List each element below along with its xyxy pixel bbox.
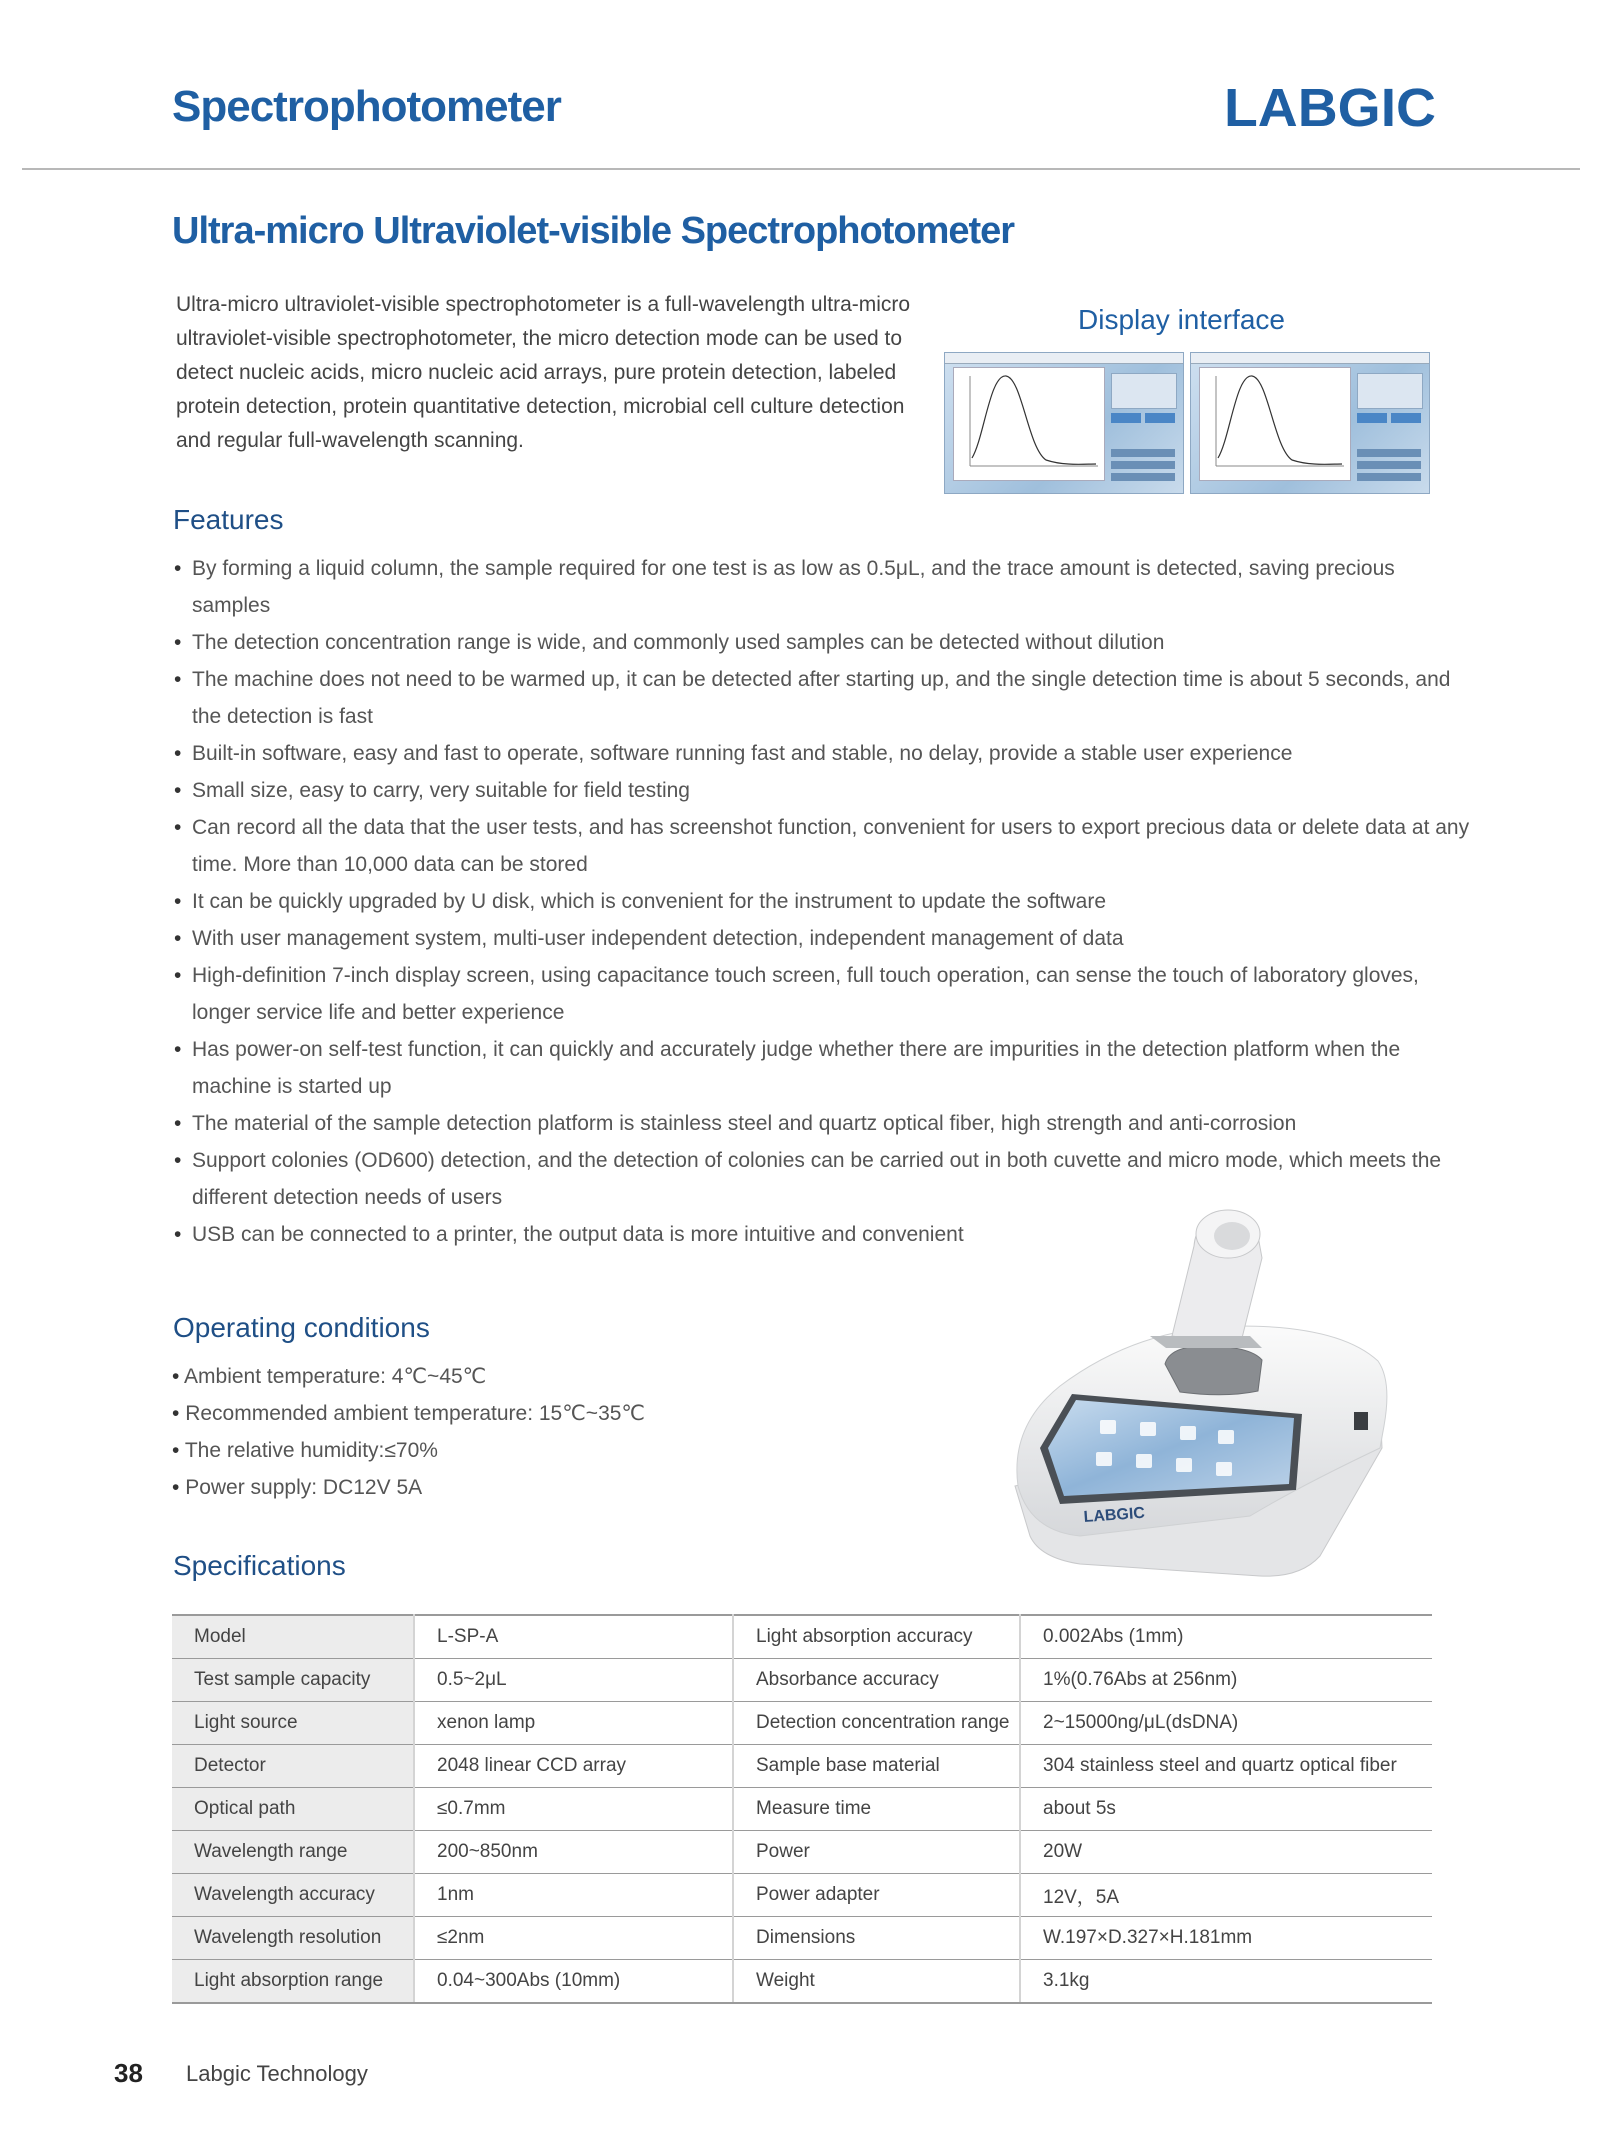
spec-label: Light absorption accuracy — [733, 1615, 1020, 1659]
feature-item: • USB can be connected to a printer, the output data is more intuitive and convenient — [172, 1216, 1472, 1253]
spec-label: Absorbance accuracy — [733, 1659, 1020, 1702]
feature-item: • High-definition 7-inch display screen, using capacitance touch screen, full touch operation, can sense the touch of laboratory gloves, longer service life and better experience — [172, 957, 1472, 1031]
spec-label: Measure time — [733, 1788, 1020, 1831]
specifications-heading: Specifications — [173, 1550, 346, 1581]
spec-label: Light absorption range — [172, 1960, 414, 2004]
feature-item: • Support colonies (OD600) detection, and the detection of colonies can be carried out in both cuvette and micro mode, which meets the different detection needs of users — [172, 1142, 1472, 1216]
spec-value: 2048 linear CCD array — [414, 1745, 733, 1788]
features-heading: Features — [173, 504, 284, 535]
table-row — [172, 1745, 1432, 1788]
condition-item: • The relative humidity:≤70% — [172, 1432, 645, 1469]
svg-text:LABGIC: LABGIC — [1083, 1504, 1146, 1526]
feature-item: • It can be quickly upgraded by U disk, which is convenient for the instrument to update the software — [172, 883, 1472, 920]
spec-value: 0.002Abs (1mm) — [1020, 1615, 1432, 1659]
condition-item: • Ambient temperature: 4℃~45℃ — [172, 1358, 645, 1395]
feature-item: • Can record all the data that the user tests, and has screenshot function, convenient for users to export precious data or delete data at any time. More than 10,000 data can be stored — [172, 809, 1472, 883]
spec-value: ≤0.7mm — [414, 1788, 733, 1831]
feature-item: • Small size, easy to carry, very suitable for field testing — [172, 772, 1472, 809]
spec-value: xenon lamp — [414, 1702, 733, 1745]
display-screenshot-2 — [1190, 352, 1430, 494]
table-row — [172, 1874, 1432, 1917]
spec-label: Model — [172, 1615, 414, 1659]
spec-label: Optical path — [172, 1788, 414, 1831]
spec-value: about 5s — [1020, 1788, 1432, 1831]
footer-company-name: Labgic Technology — [186, 2061, 368, 2086]
feature-item: • By forming a liquid column, the sample required for one test is as low as 0.5μL, and the trace amount is detected, saving precious samples — [172, 550, 1472, 624]
spec-label: Power adapter — [733, 1874, 1020, 1917]
spec-value: 1nm — [414, 1874, 733, 1917]
feature-item: • The machine does not need to be warmed up, it can be detected after starting up, and the single detection time is about 5 seconds, and the detection is fast — [172, 661, 1472, 735]
spec-label: Test sample capacity — [172, 1659, 414, 1702]
product-title: Ultra-micro Ultraviolet-visible Spectrophotometer — [172, 210, 1015, 252]
spec-label: Wavelength range — [172, 1831, 414, 1874]
spec-label: Power — [733, 1831, 1020, 1874]
spec-value: 200~850nm — [414, 1831, 733, 1874]
spec-value: 3.1kg — [1020, 1960, 1432, 2004]
operating-conditions-list — [172, 1358, 645, 1506]
spec-value: ≤2nm — [414, 1917, 733, 1960]
specifications-table — [172, 1614, 1432, 2004]
spec-label: Weight — [733, 1960, 1020, 2004]
condition-item: • Recommended ambient temperature: 15℃~35℃ — [172, 1395, 645, 1432]
spec-label: Detection concentration range — [733, 1702, 1020, 1745]
condition-item: • Power supply: DC12V 5A — [172, 1469, 645, 1506]
spec-value: 2~15000ng/μL(dsDNA) — [1020, 1702, 1432, 1745]
table-row — [172, 1702, 1432, 1745]
feature-item: • With user management system, multi-user independent detection, independent management of data — [172, 920, 1472, 957]
feature-item: • Has power-on self-test function, it can quickly and accurately judge whether there are impurities in the detection platform when the machine is started up — [172, 1031, 1472, 1105]
spec-label: Dimensions — [733, 1917, 1020, 1960]
operating-conditions-heading: Operating conditions — [173, 1312, 430, 1343]
spec-label: Wavelength accuracy — [172, 1874, 414, 1917]
feature-item: • The detection concentration range is wide, and commonly used samples can be detected without dilution — [172, 624, 1472, 661]
features-list — [172, 550, 1472, 1253]
spec-value: 12V，5A — [1020, 1874, 1432, 1917]
product-intro: Ultra-micro ultraviolet-visible spectrophotometer is a full-wavelength ultra-micro ultraviolet-visible spectrophotometer, the micro detection mode can be used to detect nucleic acids, micro nucleic acid arrays, pure protein detection, labeled protein detection, protein quantitative detection, microbial cell culture detection and regular full-wavelength scanning. — [176, 293, 911, 452]
table-row — [172, 1788, 1432, 1831]
spec-label: Light source — [172, 1702, 414, 1745]
spec-value: L-SP-A — [414, 1615, 733, 1659]
spec-value: 304 stainless steel and quartz optical fiber — [1020, 1745, 1432, 1788]
page-header-title: Spectrophotometer — [172, 82, 561, 131]
table-row — [172, 1917, 1432, 1960]
table-row — [172, 1831, 1432, 1874]
labgic-logo — [1224, 80, 1438, 134]
header-divider — [22, 168, 1580, 170]
spec-value: 20W — [1020, 1831, 1432, 1874]
display-interface-caption: Display interface — [1078, 304, 1285, 335]
display-screenshot-1 — [944, 352, 1184, 494]
spec-label: Detector — [172, 1745, 414, 1788]
page-number: 38 — [114, 2058, 143, 2088]
table-row — [172, 1659, 1432, 1702]
spec-label: Wavelength resolution — [172, 1917, 414, 1960]
spec-value: W.197×D.327×H.181mm — [1020, 1917, 1432, 1960]
spec-label: Sample base material — [733, 1745, 1020, 1788]
feature-item: • Built-in software, easy and fast to operate, software running fast and stable, no delay, provide a stable user experience — [172, 735, 1472, 772]
table-row — [172, 1960, 1432, 2004]
spec-value: 0.04~300Abs (10mm) — [414, 1960, 733, 2004]
table-row — [172, 1615, 1432, 1659]
spec-value: 1%(0.76Abs at 256nm) — [1020, 1659, 1432, 1702]
spectrophotometer-device-image — [1000, 1186, 1390, 1586]
spec-value: 0.5~2μL — [414, 1659, 733, 1702]
feature-item: • The material of the sample detection platform is stainless steel and quartz optical fiber, high strength and anti-corrosion — [172, 1105, 1472, 1142]
svg-text:LABGIC: LABGIC — [1224, 80, 1436, 134]
